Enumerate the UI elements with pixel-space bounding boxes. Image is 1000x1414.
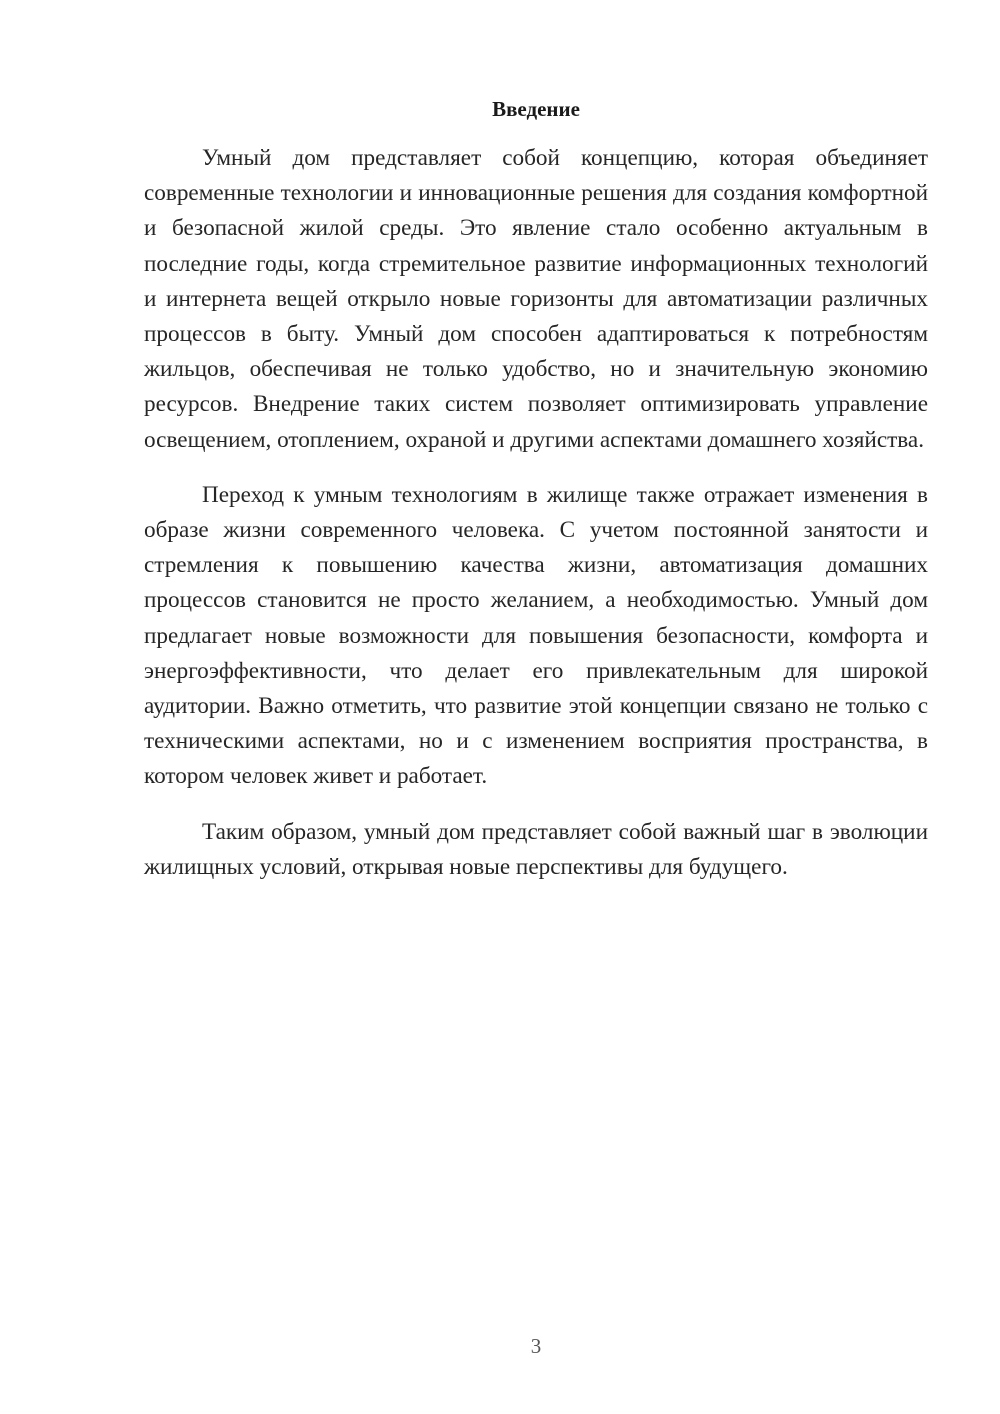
body-text <box>144 141 928 905</box>
paragraph-3: Таким образом, умный дом представляет собой важный шаг в эволюции жилищных условий, открывая новые перспективы для будущего. <box>144 818 928 880</box>
paragraph-1: Умный дом представляет собой концепцию, которая объединяет современные технологии и инновационные решения для создания комфортной и безопасной жилой среды. Это явление стало особенно актуальным в последние годы, когда стремительное развитие информационных технологий и интернета вещей открыло новые горизонты для автоматизации различных процессов в быту. Умный дом способен адаптироваться к потребностям жильцов, обеспечивая не только удобство, но и значительную экономию ресурсов. Внедрение таких систем позволяет оптимизировать управление освещением, отоплением, охраной и другими аспектами домашнего хозяйства. <box>144 145 928 453</box>
section-title: Введение <box>492 97 580 121</box>
paragraph-2: Переход к умным технологиям в жилище также отражает изменения в образе жизни современного человека. С учетом постоянной занятости и стремления к повышению качества жизни, автоматизация домашних процессов становится не просто желанием, а необходимостью. Умный дом предлагает новые возможности для повышения безопасности, комфорта и энергоэффективности, что делает его привлекательным для широкой аудитории. Важно отметить, что развитие этой концепции связано не только с техническими аспектами, но и с изменением восприятия пространства, в котором человек живет и работает. <box>144 481 928 790</box>
page-number: 3 <box>530 1334 542 1358</box>
